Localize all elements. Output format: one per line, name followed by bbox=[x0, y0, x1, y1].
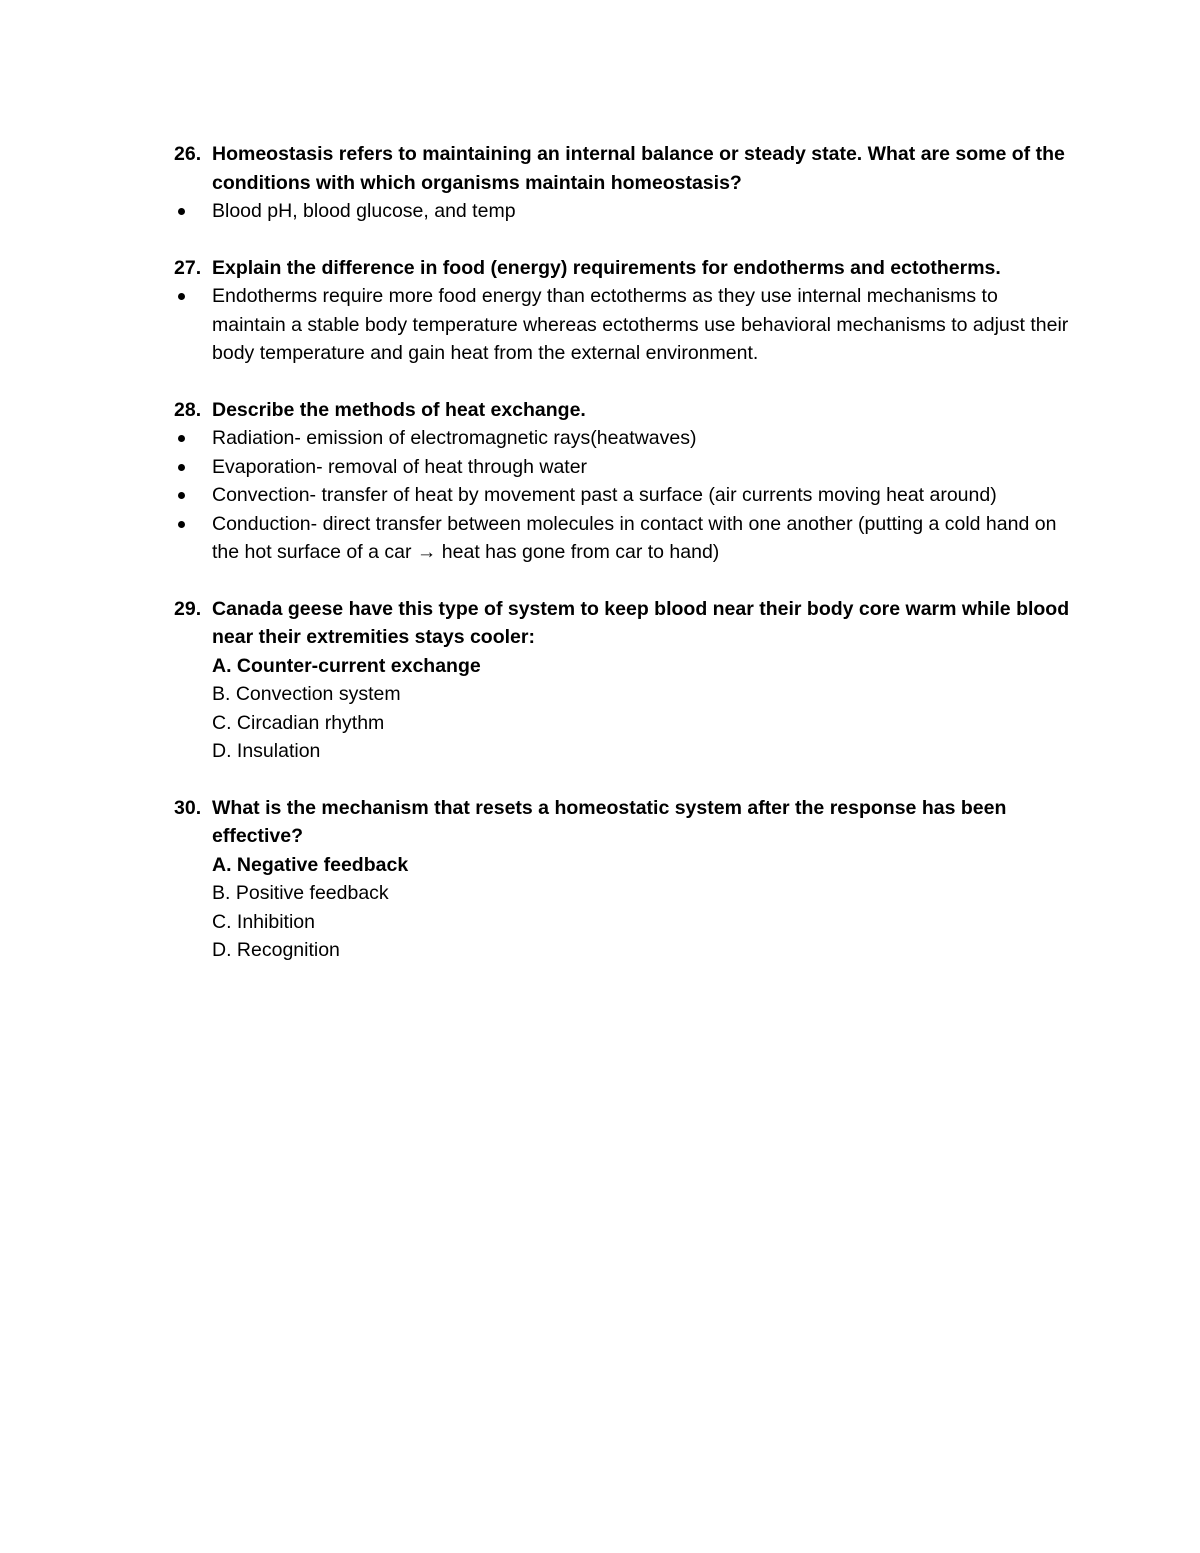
question-number: 27. bbox=[174, 256, 202, 279]
question-number: 29. bbox=[174, 597, 202, 620]
answer-list bbox=[174, 282, 1074, 368]
answer-option-a: A. Counter-current exchange bbox=[212, 654, 481, 677]
answer-option-b: B. Positive feedback bbox=[212, 882, 389, 904]
question-heading bbox=[174, 794, 1074, 851]
answer-option-b: B. Convection system bbox=[212, 683, 401, 705]
document-content bbox=[174, 140, 1074, 993]
bullet-text: Blood pH, blood glucose, and temp bbox=[212, 200, 516, 222]
answer-list bbox=[174, 197, 1074, 226]
answer-bullet bbox=[174, 510, 1074, 567]
question-28 bbox=[174, 396, 1074, 567]
answer-option-d: D. Insulation bbox=[212, 740, 321, 762]
answer-option-a: A. Negative feedback bbox=[212, 853, 409, 876]
answer-option-d: D. Recognition bbox=[212, 939, 340, 961]
question-30 bbox=[174, 794, 1074, 965]
question-29 bbox=[174, 595, 1074, 766]
question-text: Canada geese have this type of system to keep blood near their body core warm while blood near their extremities stays cooler: bbox=[212, 597, 1070, 648]
question-26 bbox=[174, 140, 1074, 226]
answer-list bbox=[174, 424, 1074, 567]
bullet-text: Radiation- emission of electromagnetic rays(heatwaves) bbox=[212, 427, 697, 449]
question-text: What is the mechanism that resets a homeostatic system after the response has been effective? bbox=[212, 796, 1007, 847]
answer-bullet bbox=[174, 424, 1074, 453]
answer-option-c: C. Circadian rhythm bbox=[212, 711, 385, 734]
bullet-text: Endotherms require more food energy than ectotherms as they use internal mechanisms to maintain a stable body temperature whereas ectotherms use behavioral mechanisms to adjust their body temperature and gain heat from the external environment. bbox=[212, 285, 1069, 364]
bullet-text: Convection- transfer of heat by movement past a surface (air currents moving heat around) bbox=[212, 484, 997, 506]
question-heading bbox=[174, 396, 1074, 425]
question-27 bbox=[174, 254, 1074, 368]
bullet-text: Evaporation- removal of heat through water bbox=[212, 455, 588, 478]
question-heading bbox=[174, 140, 1074, 197]
answer-bullet bbox=[174, 282, 1074, 368]
question-number: 30. bbox=[174, 796, 202, 819]
question-number: 28. bbox=[174, 398, 202, 421]
answer-option-c: C. Inhibition bbox=[212, 910, 315, 933]
question-text: Describe the methods of heat exchange. bbox=[212, 398, 586, 421]
question-heading bbox=[174, 254, 1074, 283]
question-heading bbox=[174, 595, 1074, 652]
bullet-icon bbox=[174, 453, 212, 482]
bullet-icon bbox=[174, 282, 212, 368]
bullet-icon bbox=[174, 510, 212, 567]
answer-bullet bbox=[174, 481, 1074, 510]
question-number: 26. bbox=[174, 143, 202, 165]
answer-bullet bbox=[174, 197, 1074, 226]
bullet-icon bbox=[174, 481, 212, 510]
bullet-text: Conduction- direct transfer between molecules in contact with one another (putting a cold hand on the hot surface of a car → heat has gone from car to hand) bbox=[212, 512, 1057, 563]
question-text: Homeostasis refers to maintaining an internal balance or steady state. What are some of the conditions with which organisms maintain homeostasis? bbox=[212, 143, 1065, 194]
answer-bullet bbox=[174, 453, 1074, 482]
bullet-icon bbox=[174, 197, 212, 226]
question-text: Explain the difference in food (energy) requirements for endotherms and ectotherms. bbox=[212, 256, 1001, 279]
bullet-icon bbox=[174, 424, 212, 453]
